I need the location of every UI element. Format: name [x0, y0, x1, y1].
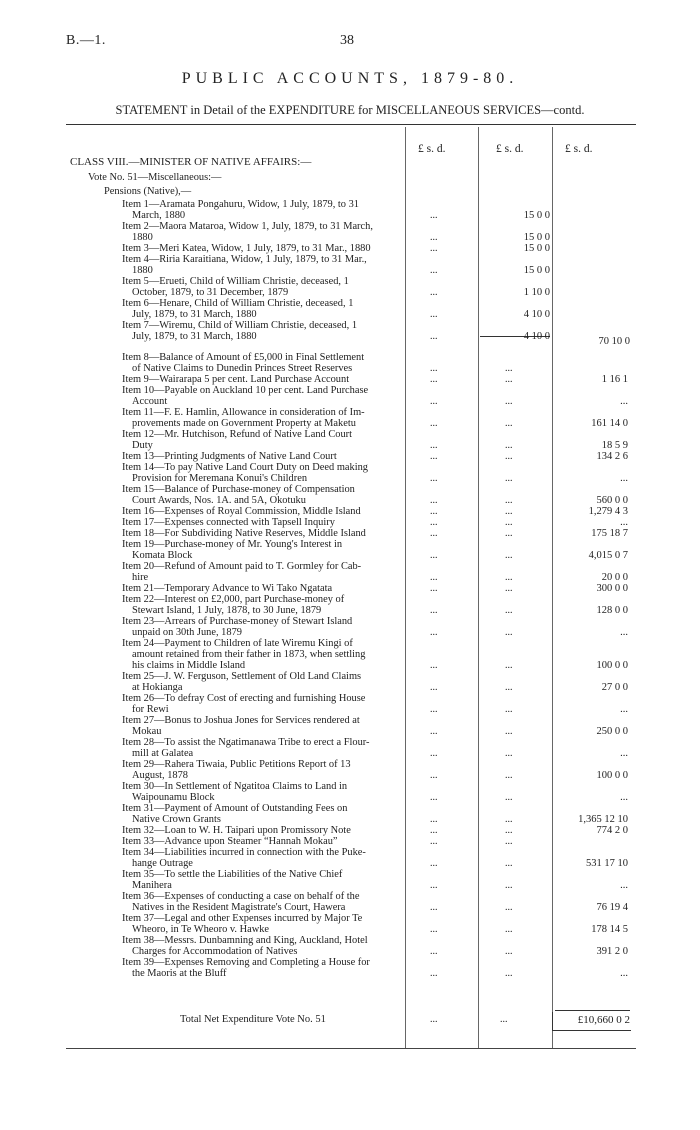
item-text: mill at Galatea: [132, 748, 194, 759]
item-ellipsis: ...: [505, 792, 513, 803]
item-ellipsis: ...: [505, 704, 513, 715]
item-ellipsis: ...: [505, 726, 513, 737]
item-text: for Rewi: [132, 704, 169, 715]
item-ellipsis: ...: [505, 858, 513, 869]
item-text: Charges for Accommodation of Natives: [132, 946, 298, 957]
item-ellipsis: ...: [430, 704, 438, 715]
item-ellipsis: ...: [505, 946, 513, 957]
item-text: Item 7—Wiremu, Child of William Christie, deceased, 1: [122, 320, 358, 331]
item-ellipsis: ...: [430, 660, 438, 671]
item-ellipsis: ...: [430, 232, 438, 243]
item-text: Item 32—Loan to W. H. Taipari upon Promissory Note: [122, 825, 351, 836]
item-text: Item 8—Balance of Amount of £5,000 in Final Settlement: [122, 352, 365, 363]
item-ellipsis: ...: [430, 396, 438, 407]
item-text: Item 27—Bonus to Joshua Jones for Services rendered at: [122, 715, 360, 726]
class-heading: CLASS VIII.—MINISTER OF NATIVE AFFAIRS:—: [70, 156, 312, 168]
item-amount: ...: [620, 517, 628, 528]
item-ellipsis: ...: [505, 968, 513, 979]
item-text: provements made on Government Property at Maketu: [132, 418, 356, 429]
item-text: Manihera: [132, 880, 172, 891]
item-text: Item 39—Expenses Removing and Completing a House for: [122, 957, 370, 968]
bottom-rule: [66, 1048, 636, 1049]
total-amount: £10,660 0 2: [577, 1014, 630, 1026]
item-ellipsis: ...: [430, 968, 438, 979]
item-ellipsis: ...: [430, 825, 438, 836]
total-label: Total Net Expenditure Vote No. 51: [180, 1014, 326, 1025]
item-amount: 1,365 12 10: [578, 814, 628, 825]
item-text: Item 26—To defray Cost of erecting and furnishing House: [122, 693, 366, 704]
item-ellipsis: ...: [505, 451, 513, 462]
item-ellipsis: ...: [430, 682, 438, 693]
column-header-3: £ s. d.: [565, 143, 593, 155]
item-ellipsis: ...: [505, 770, 513, 781]
item-amount: 15 0 0: [523, 232, 550, 243]
item-ellipsis: ...: [505, 924, 513, 935]
item-ellipsis: ...: [505, 374, 513, 385]
item-text: Stewart Island, 1 July, 1878, to 30 June, 1879: [132, 605, 322, 616]
item-text: Item 2—Maora Mataroa, Widow 1, July, 1879, to 31 March,: [122, 221, 373, 232]
item-text: the Maoris at the Bluff: [132, 968, 227, 979]
item-text: unpaid on 30th June, 1879: [132, 627, 242, 638]
item-amount: 175 18 7: [591, 528, 628, 539]
item-ellipsis: ...: [505, 473, 513, 484]
item-text: Account: [132, 396, 168, 407]
item-ellipsis: ...: [505, 572, 513, 583]
item-amount: 391 2 0: [596, 946, 628, 957]
item-text: July, 1879, to 31 March, 1880: [132, 309, 257, 320]
item-text: Item 6—Henare, Child of William Christie, deceased, 1: [122, 298, 354, 309]
item-text: Item 33—Advance upon Steamer “Hannah Mokau”: [122, 836, 338, 847]
item-ellipsis: ...: [430, 748, 438, 759]
item-text: Item 9—Wairarapa 5 per cent. Land Purchase Account: [122, 374, 350, 385]
total-rule: [555, 1010, 630, 1011]
total-box: [552, 1012, 631, 1031]
item-text: hange Outrage: [132, 858, 193, 869]
column-divider: [552, 127, 553, 1048]
item-amount: 250 0 0: [596, 726, 628, 737]
item-ellipsis: ...: [505, 506, 513, 517]
item-amount: 15 0 0: [523, 265, 550, 276]
item-ellipsis: ...: [430, 902, 438, 913]
item-amount: 128 0 0: [596, 605, 628, 616]
item-text: hire: [132, 572, 149, 583]
item-text: Item 37—Legal and other Expenses incurred by Major Te: [122, 913, 363, 924]
item-amount: ...: [620, 968, 628, 979]
item-amount: 18 5 9: [601, 440, 628, 451]
item-ellipsis: ...: [505, 517, 513, 528]
item-ellipsis: ...: [430, 451, 438, 462]
item-text: Item 29—Rahera Tiwaia, Public Petitions Report of 13: [122, 759, 351, 770]
column-divider: [405, 127, 406, 1048]
item-text: Item 3—Meri Katea, Widow, 1 July, 1879, to 31 Mar., 1880: [122, 243, 371, 254]
item-ellipsis: ...: [505, 550, 513, 561]
item-text: Item 22—Interest on £2,000, part Purchase-money of: [122, 594, 345, 605]
item-text: Waipounamu Block: [132, 792, 215, 803]
item-amount: 100 0 0: [596, 770, 628, 781]
item-text: Item 10—Payable on Auckland 10 per cent. Land Purchase: [122, 385, 369, 396]
item-ellipsis: ...: [430, 331, 438, 342]
item-text: Item 19—Purchase-money of Mr. Young's Interest in: [122, 539, 343, 550]
item-ellipsis: ...: [430, 880, 438, 891]
item-text: Item 1—Aramata Pongahuru, Widow, 1 July, 1879, to 31: [122, 199, 359, 210]
item-text: Item 14—To pay Native Land Court Duty on Deed making: [122, 462, 368, 473]
item-ellipsis: ...: [505, 836, 513, 847]
item-amount: ...: [620, 704, 628, 715]
item-text: Item 30—In Settlement of Ngatitoa Claims to Land in: [122, 781, 348, 792]
item-ellipsis: ...: [505, 748, 513, 759]
item-ellipsis: ...: [505, 528, 513, 539]
item-amount: 134 2 6: [596, 451, 628, 462]
page-reference: B.—1.: [66, 33, 106, 48]
item-ellipsis: ...: [430, 946, 438, 957]
top-rule: [66, 124, 636, 125]
total-ellipsis: ...: [500, 1014, 508, 1025]
item-text: 1880: [132, 265, 153, 276]
pensions-heading: Pensions (Native),—: [104, 186, 192, 197]
item-text: Item 25—J. W. Ferguson, Settlement of Old Land Claims: [122, 671, 362, 682]
item-ellipsis: ...: [430, 243, 438, 254]
vote-heading: Vote No. 51—Miscellaneous:—: [88, 172, 222, 183]
item-amount: 20 0 0: [601, 572, 628, 583]
item-text: Item 24—Payment to Children of late Wiremu Kingi of: [122, 638, 353, 649]
item-text: Duty: [132, 440, 153, 451]
item-amount: 161 14 0: [591, 418, 628, 429]
item-ellipsis: ...: [430, 770, 438, 781]
item-ellipsis: ...: [430, 528, 438, 539]
item-text: October, 1879, to 31 December, 1879: [132, 287, 289, 298]
item-ellipsis: ...: [505, 396, 513, 407]
item-amount: 178 14 5: [591, 924, 628, 935]
item-ellipsis: ...: [505, 682, 513, 693]
item-ellipsis: ...: [430, 265, 438, 276]
item-ellipsis: ...: [505, 495, 513, 506]
item-text: Item 13—Printing Judgments of Native Land Court: [122, 451, 337, 462]
item-ellipsis: ...: [430, 858, 438, 869]
item-ellipsis: ...: [505, 902, 513, 913]
item-text: Wheoro, in Te Wheoro v. Hawke: [132, 924, 269, 935]
item-text: Item 4—Riria Karaitiana, Widow, 1 July, 1879, to 31 Mar.,: [122, 254, 367, 265]
item-ellipsis: ...: [430, 374, 438, 385]
item-ellipsis: ...: [505, 363, 513, 374]
item-text: Item 21—Temporary Advance to Wi Tako Ngatata: [122, 583, 333, 594]
item-amount: 1 10 0: [523, 287, 550, 298]
item-ellipsis: ...: [505, 660, 513, 671]
page-title: PUBLIC ACCOUNTS, 1879-80.: [181, 70, 519, 87]
column-header-2: £ s. d.: [496, 143, 524, 155]
item-ellipsis: ...: [430, 287, 438, 298]
item-amount: 27 0 0: [601, 682, 628, 693]
item-ellipsis: ...: [430, 726, 438, 737]
item-text: August, 1878: [132, 770, 188, 781]
item-text: Item 35—To settle the Liabilities of the Native Chief: [122, 869, 343, 880]
item-ellipsis: ...: [430, 627, 438, 638]
item-amount: ...: [620, 473, 628, 484]
item-ellipsis: ...: [430, 309, 438, 320]
item-text: 1880: [132, 232, 153, 243]
item-ellipsis: ...: [505, 583, 513, 594]
item-amount: 15 0 0: [523, 210, 550, 221]
item-amount: 4 10 0: [523, 309, 550, 320]
item-ellipsis: ...: [430, 572, 438, 583]
item-text: of Native Claims to Dunedin Princes Street Reserves: [132, 363, 353, 374]
item-amount: 300 0 0: [596, 583, 628, 594]
item-text: Item 31—Payment of Amount of Outstanding Fees on: [122, 803, 348, 814]
item-ellipsis: ...: [430, 210, 438, 221]
item-text: Native Crown Grants: [132, 814, 221, 825]
item-ellipsis: ...: [505, 825, 513, 836]
item-amount: 100 0 0: [596, 660, 628, 671]
item-text: Item 17—Expenses connected with Tapsell Inquiry: [122, 517, 335, 528]
item-text: July, 1879, to 31 March, 1880: [132, 331, 257, 342]
page-number: 38: [340, 33, 354, 48]
item-text: Item 18—For Subdividing Native Reserves, Middle Island: [122, 528, 366, 539]
item-amount: 774 2 0: [596, 825, 628, 836]
item-text: Provision for Meremana Konui's Children: [132, 473, 308, 484]
item-text: Item 28—To assist the Ngatimanawa Tribe to erect a Flour-: [122, 737, 370, 748]
item-amount: 560 0 0: [596, 495, 628, 506]
item-ellipsis: ...: [430, 495, 438, 506]
item-ellipsis: ...: [430, 836, 438, 847]
item-text: Mokau: [132, 726, 162, 737]
item-text: Item 38—Messrs. Dunbamning and King, Auckland, Hotel: [122, 935, 368, 946]
item-text: Item 36—Expenses of conducting a case on behalf of the: [122, 891, 360, 902]
item-ellipsis: ...: [505, 814, 513, 825]
item-text: Item 20—Refund of Amount paid to T. Gormley for Cab-: [122, 561, 362, 572]
item-text: Item 16—Expenses of Royal Commission, Middle Island: [122, 506, 361, 517]
statement-subtitle: STATEMENT in Detail of the EXPENDITURE for MISCELLANEOUS SERVICES—contd.: [115, 103, 585, 117]
item-text: Item 12—Mr. Hutchison, Refund of Native Land Court: [122, 429, 352, 440]
item-ellipsis: ...: [505, 627, 513, 638]
item-amount: ...: [620, 792, 628, 803]
item-text: Komata Block: [132, 550, 193, 561]
item-text: Natives in the Resident Magistrate's Court, Hawera: [132, 902, 346, 913]
item-amount: 4 10 0: [523, 331, 550, 342]
item-ellipsis: ...: [430, 550, 438, 561]
item-text: March, 1880: [132, 210, 186, 221]
item-text: Item 23—Arrears of Purchase-money of Stewart Island: [122, 616, 353, 627]
item-text: Court Awards, Nos. 1A. and 5A, Okotuku: [132, 495, 306, 506]
item-amount: ...: [620, 748, 628, 759]
item-text: his claims in Middle Island: [132, 660, 246, 671]
item-ellipsis: ...: [430, 517, 438, 528]
item-text: Item 5—Erueti, Child of William Christie, deceased, 1: [122, 276, 349, 287]
item-ellipsis: ...: [505, 418, 513, 429]
item-amount: ...: [620, 627, 628, 638]
item-text: amount retained from their father in 1873, when settling: [132, 649, 366, 660]
item-text: Item 11—F. E. Hamlin, Allowance in consideration of Im-: [122, 407, 365, 418]
item-ellipsis: ...: [430, 418, 438, 429]
item-ellipsis: ...: [505, 880, 513, 891]
item-amount: 531 17 10: [586, 858, 628, 869]
item-amount: 76 19 4: [596, 902, 628, 913]
total-ellipsis: ...: [430, 1014, 438, 1025]
column-header-1: £ s. d.: [418, 143, 446, 155]
item-ellipsis: ...: [505, 440, 513, 451]
item-amount: 15 0 0: [523, 243, 550, 254]
item-amount: 4,015 0 7: [588, 550, 628, 561]
item-ellipsis: ...: [430, 924, 438, 935]
item-ellipsis: ...: [430, 473, 438, 484]
item-ellipsis: ...: [430, 583, 438, 594]
item-text: at Hokianga: [132, 682, 183, 693]
item-ellipsis: ...: [430, 792, 438, 803]
item-amount: 1 16 1: [601, 374, 628, 385]
item-text: Item 15—Balance of Purchase-money of Compensation: [122, 484, 355, 495]
item-amount: ...: [620, 880, 628, 891]
item-ellipsis: ...: [430, 363, 438, 374]
item-ellipsis: ...: [505, 605, 513, 616]
item-amount: 1,279 4 3: [588, 506, 628, 517]
item-ellipsis: ...: [430, 814, 438, 825]
pensions-subtotal: 70 10 0: [598, 336, 630, 347]
item-amount: ...: [620, 396, 628, 407]
item-ellipsis: ...: [430, 506, 438, 517]
item-ellipsis: ...: [430, 605, 438, 616]
item-text: Item 34—Liabilities incurred in connection with the Puke-: [122, 847, 366, 858]
column-divider: [478, 127, 479, 1048]
item-ellipsis: ...: [430, 440, 438, 451]
